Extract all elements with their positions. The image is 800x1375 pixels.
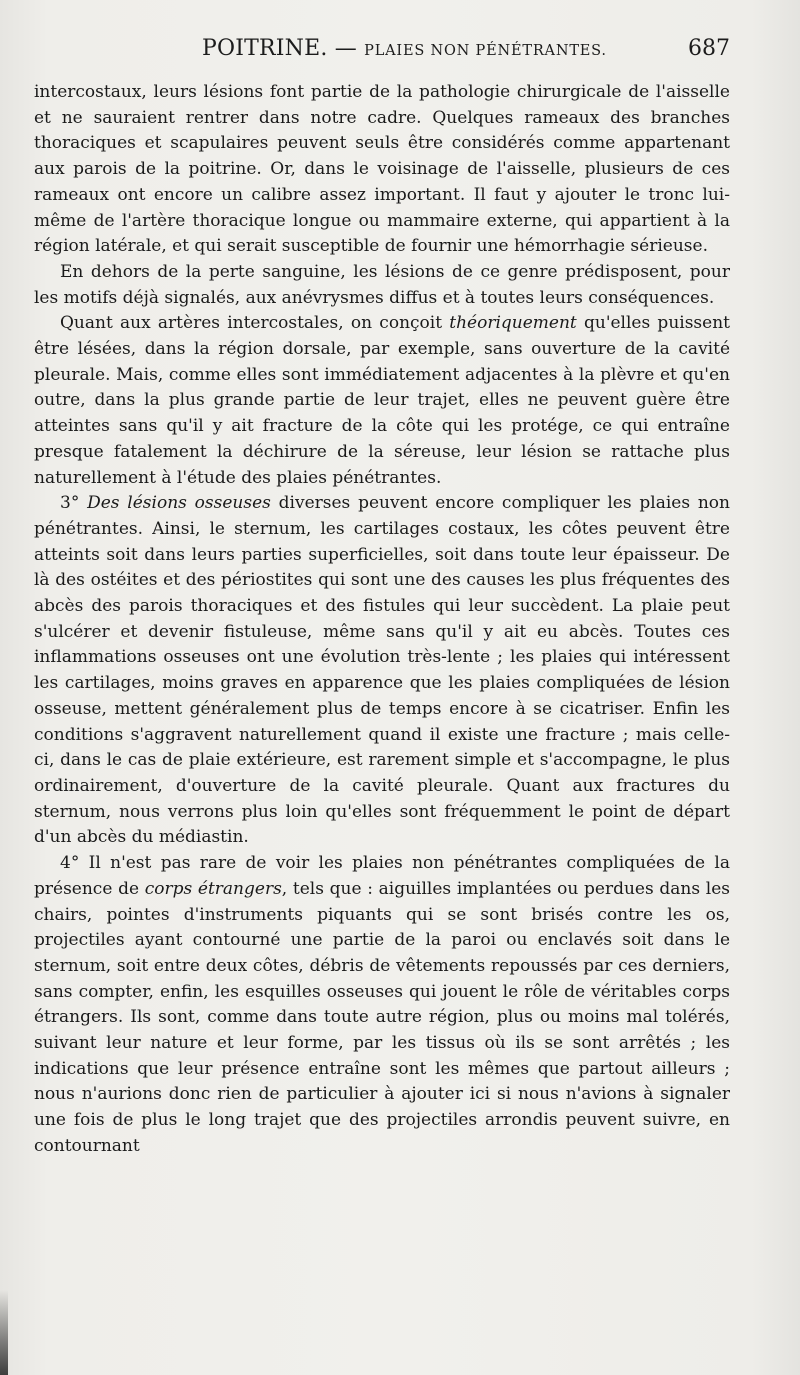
- paragraph: [34, 80, 730, 260]
- text-segment: , tels que : aiguilles implantées ou perdues dans les chairs, pointes d'instruments piquants qui se sont brisés contre les os, projectiles ayant contourné une partie de la paroi ou enclavés soit dans le sternum, soit entre deux côtes, débris de vêtements repoussés par ces derniers, sans compter, enfin, les esquilles osseuses qui jouent le rôle de véritables corps étrangers. Ils sont, comme dans toute autre région, plus ou moins mal tolérés, suivant leur nature et leur forme, par les tissus où ils se sont arrêtés ; les indications que leur présence entraîne sont les mêmes que partout ailleurs ; nous n'aurions donc rien de particulier à ajouter ici si nous n'avions à signaler une fois de plus le long trajet que des projectiles arrondis peuvent suivre, en contournant: [34, 878, 730, 1156]
- italic-text-segment: Des lésions osseuses: [87, 493, 271, 514]
- running-head: [202, 36, 607, 61]
- italic-text-segment: corps étrangers: [144, 878, 282, 899]
- italic-text-segment: théoriquement: [449, 313, 577, 334]
- chapter-title: POITRINE.: [202, 36, 328, 61]
- text-segment: 3°: [60, 493, 88, 514]
- text-segment: intercostaux, leurs lésions font partie de la pathologie chirurgicale de l'aisselle et ne sauraient rentrer dans notre cadre. Quelques rameaux des branches thoraciques et scapulaires peuvent seuls être considérés comme appartenant aux parois de la poitrine. Or, dans le voisinage de l'aisselle, plusieurs de ces rameaux ont encore un calibre assez important. Il faut y ajouter le tronc lui-même de l'artère thoracique longue ou mammaire externe, qui appartient à la région latérale, et qui serait susceptible de fournir une hémorrhagie sérieuse.: [34, 82, 730, 257]
- section-title: PLAIES NON PÉNÉTRANTES.: [364, 43, 607, 59]
- text-segment: qu'elles puissent être lésées, dans la région dorsale, par exemple, sans ouverture de la cavité pleurale. Mais, comme elles sont immédiatement adjacentes à la plèvre et qu'en outre, dans la plus grande partie de leur trajet, elles ne peuvent guère être atteintes sans qu'il y ait fracture de la côte qui les protége, ce qui entraîne presque fatalement la déchirure de la séreuse, leur lésion se rattache plus naturellement à l'étude des plaies pénétrantes.: [34, 313, 730, 488]
- page-header: [34, 36, 730, 76]
- body-text: [34, 80, 730, 1160]
- text-segment: En dehors de la perte sanguine, les lésions de ce genre prédisposent, pour les motifs déjà signalés, aux anévrysmes diffus et à toutes leurs conséquences.: [34, 261, 730, 308]
- paragraph: [34, 851, 730, 1159]
- page-number: 687: [688, 36, 730, 61]
- header-dash: —: [334, 36, 357, 61]
- paragraph: [34, 311, 730, 491]
- text-segment: diverses peuvent encore compliquer les plaies non pénétrantes. Ainsi, le sternum, les cartilages costaux, les côtes peuvent être atteints soit dans leurs parties superficielles, soit dans toute leur épaisseur. De là des ostéites et des périostites qui sont une des causes les plus fréquentes des abcès des parois thoraciques et des fistules qui leur succèdent. La plaie peut s'ulcérer et devenir fistuleuse, même sans qu'il y ait eu abcès. Toutes ces inflammations osseuses ont une évolution très-lente ; les plaies qui intéressent les cartilages, moins graves en apparence que les plaies compliquées de lésion osseuse, mettent généralement plus de temps encore à se cicatriser. Enfin les conditions s'aggravent naturellement quand il existe une fracture ; mais celle-ci, dans le cas de plaie extérieure, est rarement simple et s'accompagne, le plus ordinairement, d'ouverture de la cavité pleurale. Quant aux fractures du sternum, nous verrons plus loin qu'elles sont fréquemment le point de départ d'un abcès du médiastin.: [34, 493, 730, 848]
- paragraph: [34, 491, 730, 851]
- paragraph: [34, 260, 730, 311]
- page-edge-shadow: [0, 1290, 8, 1375]
- text-segment: 4° Il n'est pas rare de voir les plaies non pénétrantes compliquées de la présence de: [34, 853, 730, 899]
- text-segment: Quant aux artères intercostales, on conçoit: [60, 313, 450, 334]
